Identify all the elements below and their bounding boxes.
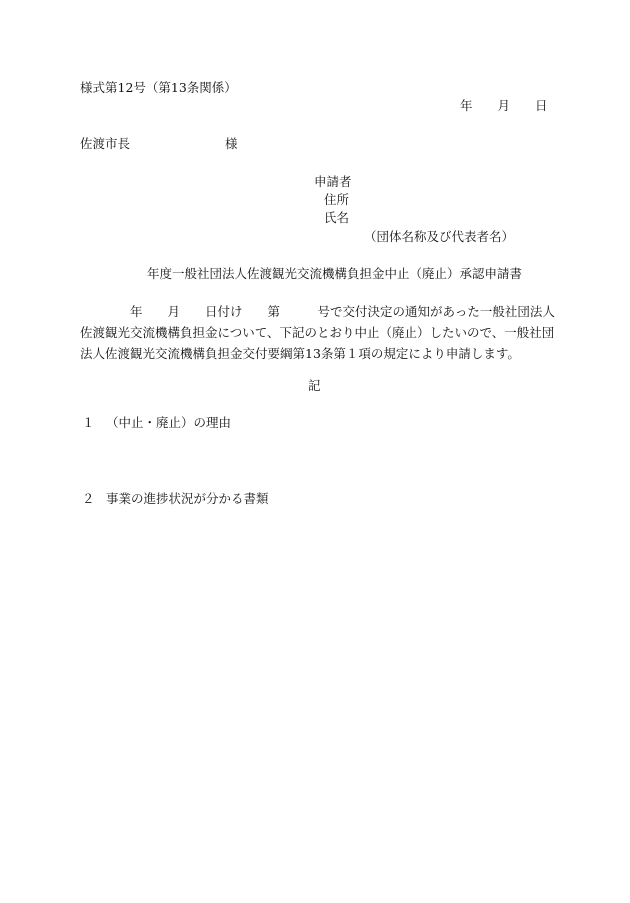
item-1-text: （中止・廃止）の理由: [106, 415, 232, 430]
item-1-number: １: [82, 415, 95, 430]
item-2-number: ２: [82, 491, 95, 506]
body-paragraph: [80, 301, 555, 364]
addressee-name: 佐渡市長: [80, 136, 131, 151]
body-line-2: 佐渡観光交流機構負担金について、下記のとおり中止（廃止）したいので、一般社団: [80, 325, 555, 340]
applicant-name-label: 氏名: [324, 210, 350, 225]
ki-mark: 記: [308, 378, 321, 393]
body-line-3: 法人佐渡観光交流機構負担金交付要綱第13条第１項の規定により申請します。: [80, 346, 520, 361]
form-number: 様式第12号（第13条関係）: [80, 80, 237, 95]
applicant-label: 申請者: [314, 174, 352, 189]
applicant-org-note: （団体名称及び代表者名）: [364, 229, 515, 244]
addressee-honorific: 様: [225, 136, 238, 151]
body-line-1: 年 月 日付け 第 号で交付決定の通知があった一般社団法人: [80, 304, 555, 319]
applicant-address-label: 住所: [324, 192, 350, 207]
document-title: 年度一般社団法人佐渡観光交流機構負担金中止（廃止）承認申請書: [147, 266, 523, 281]
date-line: 年 月 日: [460, 98, 548, 113]
item-2-text: 事業の進捗状況が分かる書類: [106, 491, 269, 506]
